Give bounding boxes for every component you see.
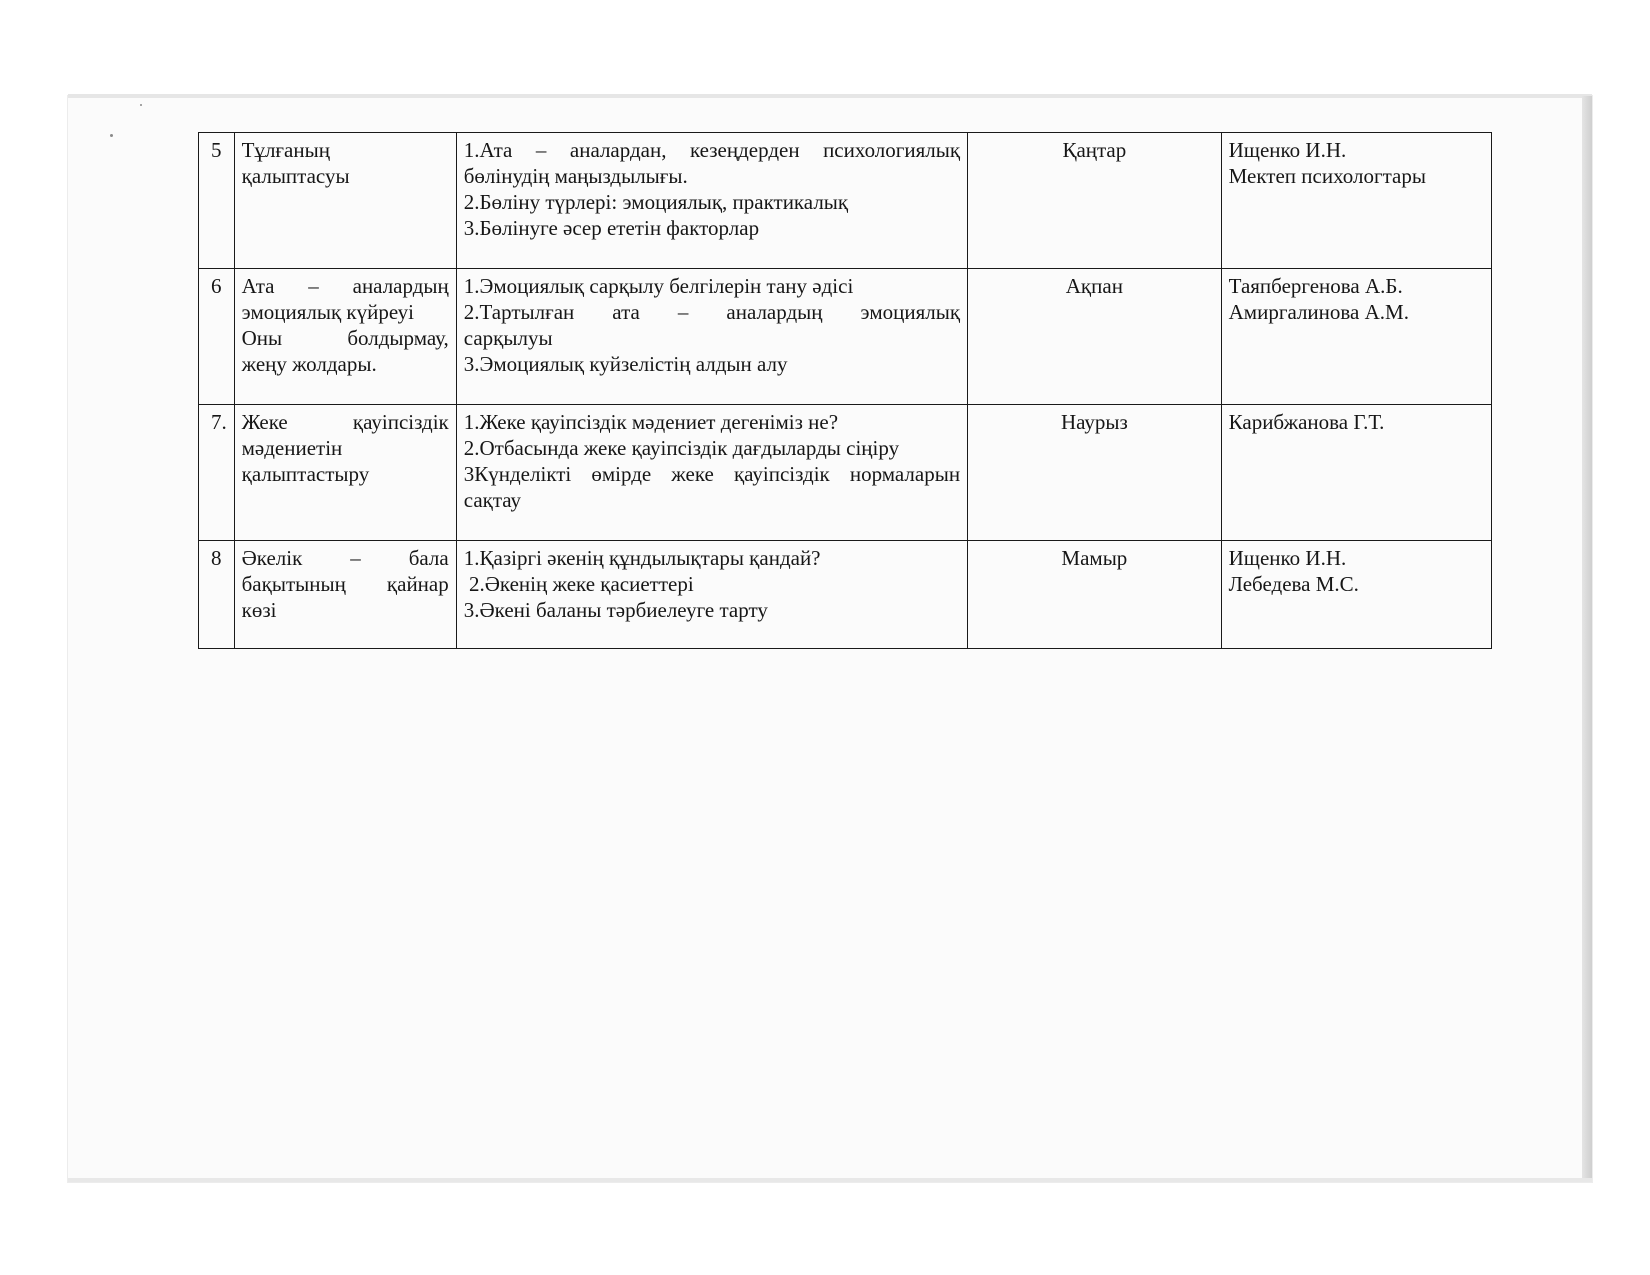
row-number: 6 (199, 269, 235, 405)
topic-line: Әкелік – бала (241, 546, 449, 570)
topic-line: көзі (241, 598, 277, 622)
topic-line: Оны болдырмау, (241, 326, 449, 350)
topic-line: Ата – аналардың (241, 274, 449, 298)
topic-line: жеңу жолдары. (241, 352, 377, 376)
month-cell: Ақпан (968, 269, 1222, 405)
content-line: 1.Қазіргі әкенің құндылықтары қандай? (463, 546, 821, 570)
content-line: 2.Бөліну түрлері: эмоциялық, практикалық (463, 190, 849, 214)
responsible-person: Ищенко И.Н. (1228, 546, 1347, 570)
topic-cell (234, 541, 456, 649)
responsible-cell (1221, 133, 1491, 269)
table-row (199, 269, 1492, 405)
event-plan-table (198, 132, 1492, 649)
paper-edge-bottom (68, 1178, 1592, 1182)
responsible-person: Ищенко И.Н. (1228, 138, 1347, 162)
content-line: 3.Әкені баланы тәрбиелеуге тарту (463, 598, 768, 622)
content-cell (456, 269, 967, 405)
topic-line: қалыптастыру (241, 462, 370, 486)
content-cell (456, 133, 967, 269)
topic-line: Жеке қауіпсіздік (241, 410, 449, 434)
content-line: 3Күнделікті өмірде жеке қауіпсіздік нормаларын (463, 462, 961, 486)
content-cell (456, 541, 967, 649)
content-line: сарқылуы (463, 326, 553, 350)
table-row (199, 541, 1492, 649)
topic-line: бақытының қайнар (241, 572, 449, 596)
content-line: 2.Тартылған ата – аналардың эмоциялық (463, 300, 961, 324)
responsible-cell (1221, 269, 1491, 405)
responsible-person: Амиргалинова А.М. (1228, 300, 1409, 324)
content-line: 3.Бөлінуге әсер ететін факторлар (463, 216, 760, 240)
responsible-cell (1221, 405, 1491, 541)
content-line: сақтау (463, 488, 522, 512)
paper-edge-right (1582, 96, 1592, 1182)
topic-cell (234, 405, 456, 541)
content-line: 1.Ата – аналардан, кезеңдерден психологиялық (463, 138, 961, 162)
table-row (199, 405, 1492, 541)
topic-cell (234, 133, 456, 269)
row-number: 8 (199, 541, 235, 649)
month-cell: Мамыр (968, 541, 1222, 649)
scan-speck (110, 134, 113, 137)
content-line: 3.Эмоциялық куйзелістің алдын алу (463, 352, 788, 376)
topic-line: эмоциялық күйреуі (241, 300, 414, 324)
topic-line: мәдениетін (241, 436, 343, 460)
row-number: 5 (199, 133, 235, 269)
topic-cell (234, 269, 456, 405)
table-row (199, 133, 1492, 269)
topic-line: қалыптасуы (241, 164, 350, 188)
content-line: 2.Отбасында жеке қауіпсіздік дағдыларды сіңіру (463, 436, 900, 460)
content-line: 2.Әкенің жеке қасиеттері (463, 572, 694, 596)
month-cell: Наурыз (968, 405, 1222, 541)
responsible-cell (1221, 541, 1491, 649)
content-line: 1.Эмоциялық сарқылу белгілерін тану әдісі (463, 274, 854, 298)
row-number: 7. (199, 405, 235, 541)
paper-edge-top (68, 94, 1592, 98)
month-cell: Қаңтар (968, 133, 1222, 269)
responsible-person: Мектеп психологтары (1228, 164, 1426, 188)
scan-speck (140, 104, 142, 106)
content-cell (456, 405, 967, 541)
responsible-person: Лебедева М.С. (1228, 572, 1359, 596)
responsible-person: Карибжанова Г.Т. (1228, 410, 1385, 434)
content-line: бөлінудің маңыздылығы. (463, 164, 688, 188)
content-line: 1.Жеке қауіпсіздік мәдениет дегеніміз не? (463, 410, 839, 434)
responsible-person: Таяпбергенова А.Б. (1228, 274, 1403, 298)
topic-line: Тұлғаның (241, 138, 330, 162)
